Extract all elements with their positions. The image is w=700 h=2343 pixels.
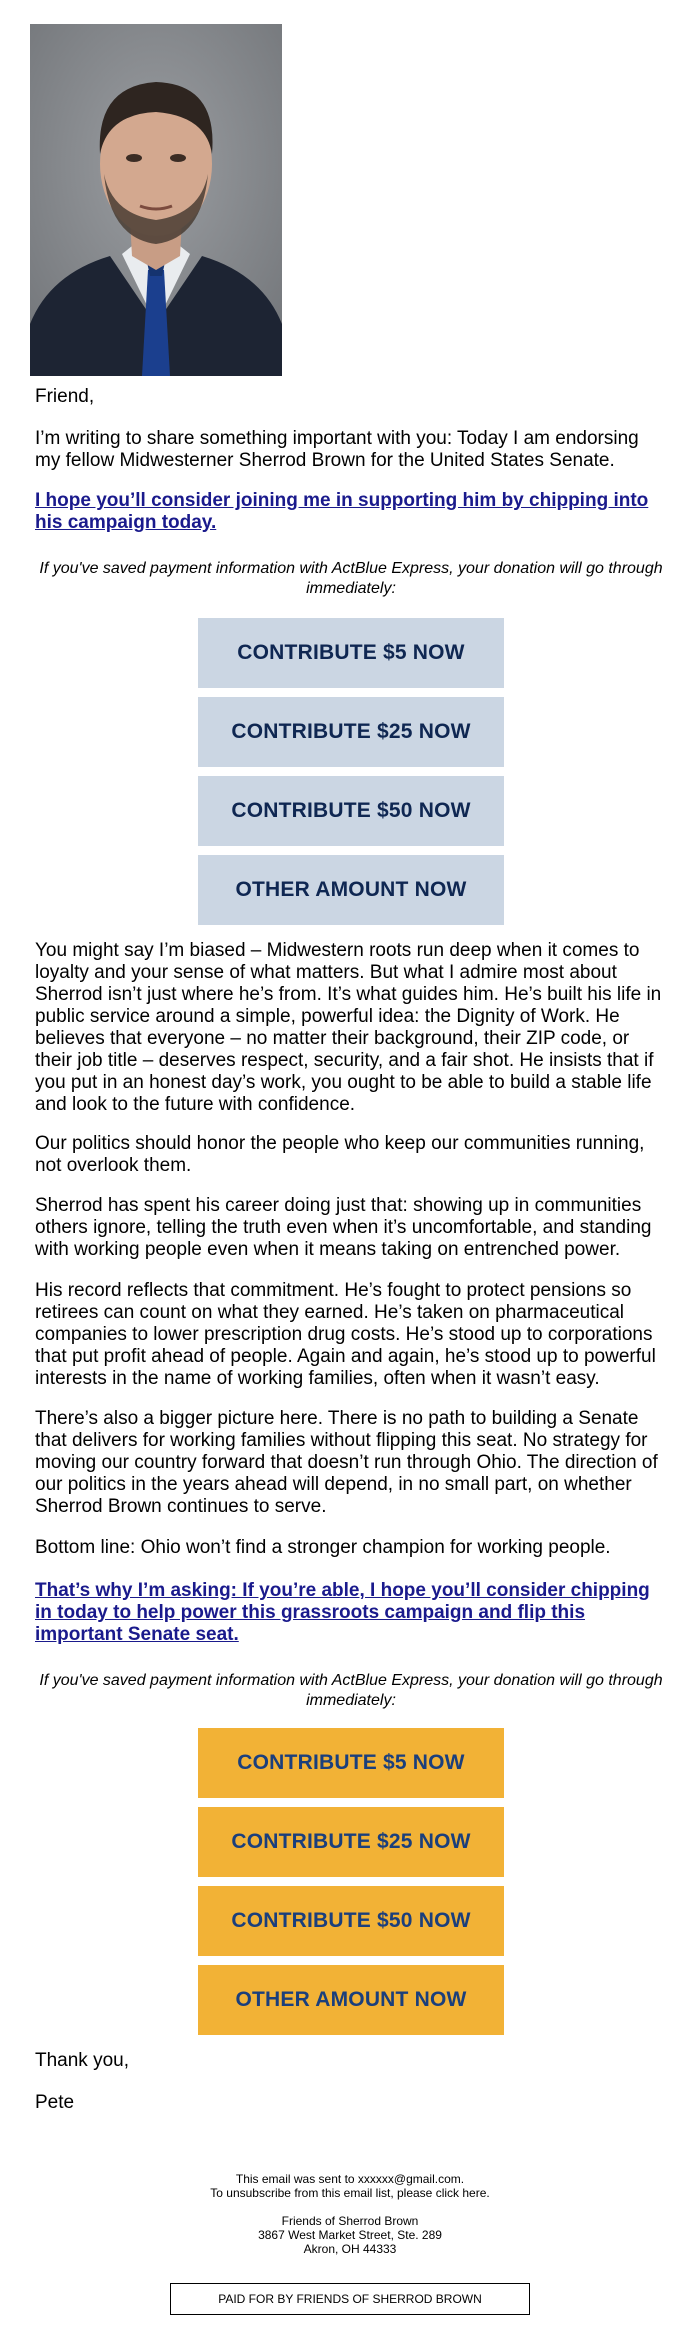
footer-unsubscribe: To unsubscribe from this email list, please click here. [210, 2186, 490, 2200]
intro-paragraph: I’m writing to share something important with you: Today I am endorsing my fellow Midwesterner Sherrod Brown for the United States Senate. [35, 428, 639, 471]
actblue-express-note: If you've saved payment information with ActBlue Express, your donation will go through immediately: [39, 1672, 663, 1709]
contribute-5-button[interactable]: CONTRIBUTE $5 NOW [198, 1728, 504, 1798]
body-paragraph: Bottom line: Ohio won’t find a stronger champion for working people. [35, 1537, 611, 1558]
body-paragraph: There’s also a bigger picture here. There is no path to building a Senate that delivers for working families without flipping this seat. No strategy for moving our country forward that doesn’t run through Ohio. The direction of our politics in the years ahead will depend, in no small part, on whether Sherrod Brown continues to serve. [35, 1408, 658, 1517]
other-amount-button[interactable]: OTHER AMOUNT NOW [198, 855, 504, 925]
greeting: Friend, [35, 386, 95, 407]
signature: Pete [35, 2092, 75, 2113]
body-paragraph: Sherrod has spent his career doing just that: showing up in communities others ignore, telling the truth even when it’s uncomfortable, and standing with working people even when it means taking on entrenched power. [35, 1195, 652, 1260]
body-paragraph: Our politics should honor the people who keep our communities running, not overlook them. [35, 1133, 645, 1176]
unsubscribe-link[interactable]: click here [435, 2186, 487, 2200]
actblue-express-note: If you've saved payment information with ActBlue Express, your donation will go through immediately: [39, 560, 663, 597]
paid-for-disclaimer: PAID FOR BY FRIENDS OF SHERROD BROWN [170, 2283, 530, 2315]
body-paragraph: You might say I’m biased – Midwestern roots run deep when it comes to loyalty and your sense of what matters. But what I admire most about Sherrod isn’t just where he’s from. It’s what guides him. He’s built his life in public service around a simple, powerful idea: the Dignity of Work. He believes that everyone – no matter their background, their ZIP code, or their job title – deserves respect, security, and a fair shot. He insists that if you put in an honest day’s work, you ought to be able to build a stable life and look to the future with confidence. [35, 940, 662, 1115]
footer-address: 3867 West Market Street, Ste. 289 [258, 2228, 442, 2242]
portrait-photo [30, 24, 282, 376]
footer-sent-to: This email was sent to xxxxxx@gmail.com. [235, 2172, 465, 2186]
contribute-25-button[interactable]: CONTRIBUTE $25 NOW [198, 1807, 504, 1877]
signoff: Thank you, [35, 2050, 129, 2071]
contribute-5-button[interactable]: CONTRIBUTE $5 NOW [198, 618, 504, 688]
footer-org-name: Friends of Sherrod Brown [281, 2214, 419, 2228]
contribute-50-button[interactable]: CONTRIBUTE $50 NOW [198, 776, 504, 846]
other-amount-button[interactable]: OTHER AMOUNT NOW [198, 1965, 504, 2035]
body-paragraph: His record reflects that commitment. He’s fought to protect pensions so retirees can count on what they earned. He’s taken on pharmaceutical companies to lower prescription drug costs. He’s stood up to corporations that put profit ahead of people. Again and again, he’s stood up to powerful interests in the name of working families, often when it wasn’t easy. [35, 1280, 656, 1389]
cta-link-bottom[interactable]: That’s why I’m asking: If you’re able, I hope you’ll consider chipping in today to help power this grassroots campaign and flip this important Senate seat. [35, 1580, 650, 1645]
contribute-50-button[interactable]: CONTRIBUTE $50 NOW [198, 1886, 504, 1956]
footer-city: Akron, OH 44333 [303, 2242, 397, 2256]
cta-link-top[interactable]: I hope you’ll consider joining me in supporting him by chipping into his campaign today. [35, 490, 649, 533]
contribute-25-button[interactable]: CONTRIBUTE $25 NOW [198, 697, 504, 767]
recipient-email: xxxxxx@gmail.com [357, 2172, 461, 2186]
